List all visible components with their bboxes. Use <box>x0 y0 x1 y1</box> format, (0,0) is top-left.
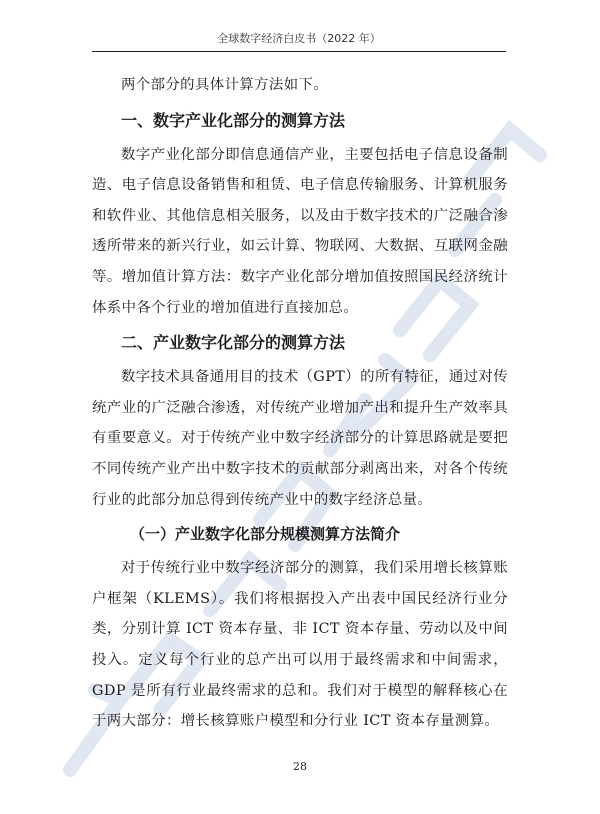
running-header: 全球数字经济白皮书（2022 年） <box>217 32 381 45</box>
subsection1-paragraph: 对于传统行业中数字经济部分的测算，我们采用增长核算账户框架（KLEMS）。我们将根据投入产出表中国民经济行业分类，分别计算 ICT 资本存量、非 ICT 资本存量、劳动以及中间投入。定义每个行业的总产出可以用于最终需求和中间需求，GDP 是所有行业最终需求的总和。我们对于模型的解释核心在于两大部分：增长核算账户模型和分行业 ICT 资本存量测算。 <box>92 560 508 730</box>
subsection-heading-scale-method: （一）产业数字化部分规模测算方法简介 <box>130 525 401 544</box>
page-number: 28 <box>293 760 307 773</box>
page-content <box>92 70 508 737</box>
section-heading-digital-industrialization: 一、数字产业化部分的测算方法 <box>121 110 346 130</box>
intro-paragraph: 两个部分的具体计算方法如下。 <box>121 77 329 93</box>
section2-paragraph: 数字技术具备通用目的技术（GPT）的所有特征，通过对传统产业的广泛融合渗透，对传统产业增加产出和提升生产效率具有重要意义。对于传统产业中数字经济部分的计算思路就是要把不同传统产业产出中数字技术的贡献部分剥离出来，对各个传统行业的此部分加总得到传统产业中的数字经济总量。 <box>92 369 508 508</box>
header-rule <box>92 51 506 52</box>
section1-paragraph: 数字产业化部分即信息通信产业，主要包括电子信息设备制造、电子信息设备销售和租赁、电子信息传输服务、计算机服务和软件业、其他信息相关服务，以及由于数字技术的广泛融合渗透所带来的新兴行业，如云计算、物联网、大数据、互联网金融等。增加值计算方法：数字产业化部分增加值按照国民经济统计体系中各个行业的增加值进行直接加总。 <box>92 146 508 316</box>
section-heading-industrial-digitalization: 二、产业数字化部分的测算方法 <box>121 333 346 353</box>
